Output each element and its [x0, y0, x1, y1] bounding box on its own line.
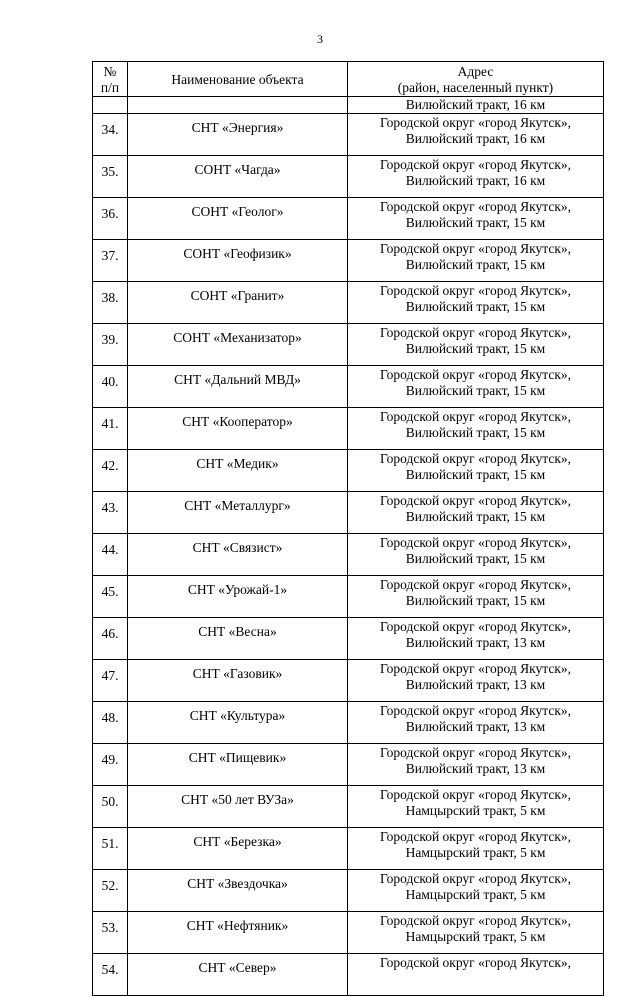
- table-row: [93, 282, 604, 324]
- row-address-line1: Городской округ «город Якутск»,: [379, 619, 572, 634]
- row-address: [348, 408, 604, 450]
- row-address-line1: Городской округ «город Якутск»,: [379, 493, 572, 508]
- row-address-line1: Городской округ «город Якутск»,: [379, 283, 572, 298]
- row-address-line2: Вилюйский тракт, 15 км: [405, 215, 546, 230]
- row-address: [348, 702, 604, 744]
- row-address-line2: Намцырский тракт, 5 км: [405, 803, 546, 818]
- row-number: 53.: [93, 912, 128, 954]
- row-address-line1: Городской округ «город Якутск»,: [379, 325, 572, 340]
- row-address: [348, 828, 604, 870]
- table-row: [93, 324, 604, 366]
- row-address: [348, 912, 604, 954]
- table-row: [93, 408, 604, 450]
- row-number: 39.: [93, 324, 128, 366]
- continuation-address: Вилюйский тракт, 16 км: [348, 97, 604, 114]
- continuation-row: [93, 97, 604, 114]
- header-address-line1: Адрес: [457, 63, 494, 79]
- row-address-line1: Городской округ «город Якутск»,: [379, 913, 572, 928]
- row-address-line2: Намцырский тракт, 5 км: [405, 929, 546, 944]
- row-number: 37.: [93, 240, 128, 282]
- row-address-line2: Вилюйский тракт, 15 км: [405, 299, 546, 314]
- row-object-name: СОНТ «Гранит»: [128, 282, 348, 324]
- row-address-line1: Городской округ «город Якутск»,: [379, 745, 572, 760]
- row-address-line1: Городской округ «город Якутск»,: [379, 577, 572, 592]
- row-object-name: СНТ «Север»: [128, 954, 348, 996]
- table-row: [93, 534, 604, 576]
- row-number: 35.: [93, 156, 128, 198]
- table-row: [93, 198, 604, 240]
- row-object-name: СНТ «Дальний МВД»: [128, 366, 348, 408]
- row-address: [348, 450, 604, 492]
- row-address-line2: Вилюйский тракт, 15 км: [405, 341, 546, 356]
- row-address-line1: Городской округ «город Якутск»,: [379, 367, 572, 382]
- row-number: 45.: [93, 576, 128, 618]
- row-address-line1: Городской округ «город Якутск»,: [379, 535, 572, 550]
- row-address-line1: Городской округ «город Якутск»,: [379, 787, 572, 802]
- header-number: [93, 62, 128, 97]
- row-address-line1: Городской округ «город Якутск»,: [379, 451, 572, 466]
- objects-table: [92, 61, 604, 996]
- table-row: [93, 450, 604, 492]
- row-object-name: СНТ «Нефтяник»: [128, 912, 348, 954]
- row-number: 51.: [93, 828, 128, 870]
- table-row: [93, 702, 604, 744]
- table-row: [93, 240, 604, 282]
- header-number-line1: №: [103, 63, 117, 79]
- row-object-name: СНТ «Культура»: [128, 702, 348, 744]
- row-address: [348, 870, 604, 912]
- row-object-name: СНТ «Связист»: [128, 534, 348, 576]
- row-address: [348, 282, 604, 324]
- row-address: [348, 744, 604, 786]
- table-row: [93, 156, 604, 198]
- table-row: [93, 366, 604, 408]
- row-address-line2: Вилюйский тракт, 16 км: [405, 131, 546, 146]
- row-address-line1: Городской округ «город Якутск»,: [379, 409, 572, 424]
- row-object-name: СНТ «Металлург»: [128, 492, 348, 534]
- row-address-line2: Вилюйский тракт, 15 км: [405, 257, 546, 272]
- row-address-line2: Вилюйский тракт, 15 км: [405, 551, 546, 566]
- row-object-name: СОНТ «Чагда»: [128, 156, 348, 198]
- table-row: [93, 828, 604, 870]
- row-address: [348, 660, 604, 702]
- row-address-line2: Намцырский тракт, 5 км: [405, 887, 546, 902]
- row-address: [348, 156, 604, 198]
- row-object-name: СОНТ «Геолог»: [128, 198, 348, 240]
- row-object-name: СНТ «Звездочка»: [128, 870, 348, 912]
- page-number: 3: [317, 32, 323, 46]
- table-row: [93, 870, 604, 912]
- table-row: [93, 744, 604, 786]
- header-address: [348, 62, 604, 97]
- row-number: 48.: [93, 702, 128, 744]
- row-address-line2: Вилюйский тракт, 15 км: [405, 425, 546, 440]
- row-address-line2: Вилюйский тракт, 15 км: [405, 509, 546, 524]
- row-address: [348, 198, 604, 240]
- row-number: 40.: [93, 366, 128, 408]
- row-address-line1: Городской округ «город Якутск»,: [379, 829, 572, 844]
- row-address: [348, 366, 604, 408]
- row-object-name: СНТ «Энергия»: [128, 114, 348, 156]
- row-address-line2: Намцырский тракт, 5 км: [405, 845, 546, 860]
- row-address: [348, 324, 604, 366]
- row-address-line2: Вилюйский тракт, 15 км: [405, 593, 546, 608]
- row-object-name: СНТ «Газовик»: [128, 660, 348, 702]
- table-row: [93, 492, 604, 534]
- row-address-line1: Городской округ «город Якутск»,: [379, 871, 572, 886]
- row-address-line2: Вилюйский тракт, 13 км: [405, 719, 546, 734]
- row-number: 38.: [93, 282, 128, 324]
- row-number: 50.: [93, 786, 128, 828]
- row-object-name: СОНТ «Геофизик»: [128, 240, 348, 282]
- row-number: 44.: [93, 534, 128, 576]
- row-object-name: СНТ «Пищевик»: [128, 744, 348, 786]
- row-object-name: СНТ «Медик»: [128, 450, 348, 492]
- row-address: [348, 492, 604, 534]
- row-object-name: СНТ «Урожай-1»: [128, 576, 348, 618]
- table-row: [93, 114, 604, 156]
- row-number: 49.: [93, 744, 128, 786]
- row-number: 47.: [93, 660, 128, 702]
- row-address-line1: Городской округ «город Якутск»,: [379, 199, 572, 214]
- table-row: [93, 660, 604, 702]
- row-address-line2: Вилюйский тракт, 13 км: [405, 677, 546, 692]
- row-address: [348, 240, 604, 282]
- row-address-line2: Вилюйский тракт, 13 км: [405, 761, 546, 776]
- row-number: 34.: [93, 114, 128, 156]
- row-number: 46.: [93, 618, 128, 660]
- table-row: [93, 576, 604, 618]
- row-object-name: СОНТ «Механизатор»: [128, 324, 348, 366]
- row-object-name: СНТ «Березка»: [128, 828, 348, 870]
- row-number: 43.: [93, 492, 128, 534]
- row-address: [348, 786, 604, 828]
- row-address-line2: Вилюйский тракт, 15 км: [405, 383, 546, 398]
- row-object-name: СНТ «Весна»: [128, 618, 348, 660]
- row-address: [348, 618, 604, 660]
- header-number-line2: п/п: [100, 79, 120, 95]
- continuation-name: [128, 97, 348, 114]
- row-address: [348, 534, 604, 576]
- table-header-row: [93, 62, 604, 97]
- row-address: [348, 114, 604, 156]
- table-row: [93, 786, 604, 828]
- row-address-line1: Городской округ «город Якутск»,: [379, 703, 572, 718]
- row-address-line2: Вилюйский тракт, 13 км: [405, 635, 546, 650]
- table-row: [93, 912, 604, 954]
- continuation-number: [93, 97, 128, 114]
- table-row: [93, 618, 604, 660]
- row-number: 52.: [93, 870, 128, 912]
- row-number: 41.: [93, 408, 128, 450]
- row-object-name: СНТ «Кооператор»: [128, 408, 348, 450]
- row-number: 42.: [93, 450, 128, 492]
- row-address-line1: Городской округ «город Якутск»,: [379, 955, 572, 970]
- row-number: 36.: [93, 198, 128, 240]
- row-object-name: СНТ «50 лет ВУЗа»: [128, 786, 348, 828]
- row-address-line1: Городской округ «город Якутск»,: [379, 157, 572, 172]
- table-row: [93, 954, 604, 996]
- row-number: 54.: [93, 954, 128, 996]
- row-address: [348, 576, 604, 618]
- row-address-line1: Городской округ «город Якутск»,: [379, 241, 572, 256]
- row-address-line2: Вилюйский тракт, 15 км: [405, 467, 546, 482]
- row-address-line1: Городской округ «город Якутск»,: [379, 661, 572, 676]
- row-address: [348, 954, 604, 996]
- row-address-line1: Городской округ «город Якутск»,: [379, 115, 572, 130]
- header-address-line2: (район, населенный пункт): [397, 79, 554, 95]
- header-name: Наименование объекта: [128, 62, 348, 97]
- row-address-line2: Вилюйский тракт, 16 км: [405, 173, 546, 188]
